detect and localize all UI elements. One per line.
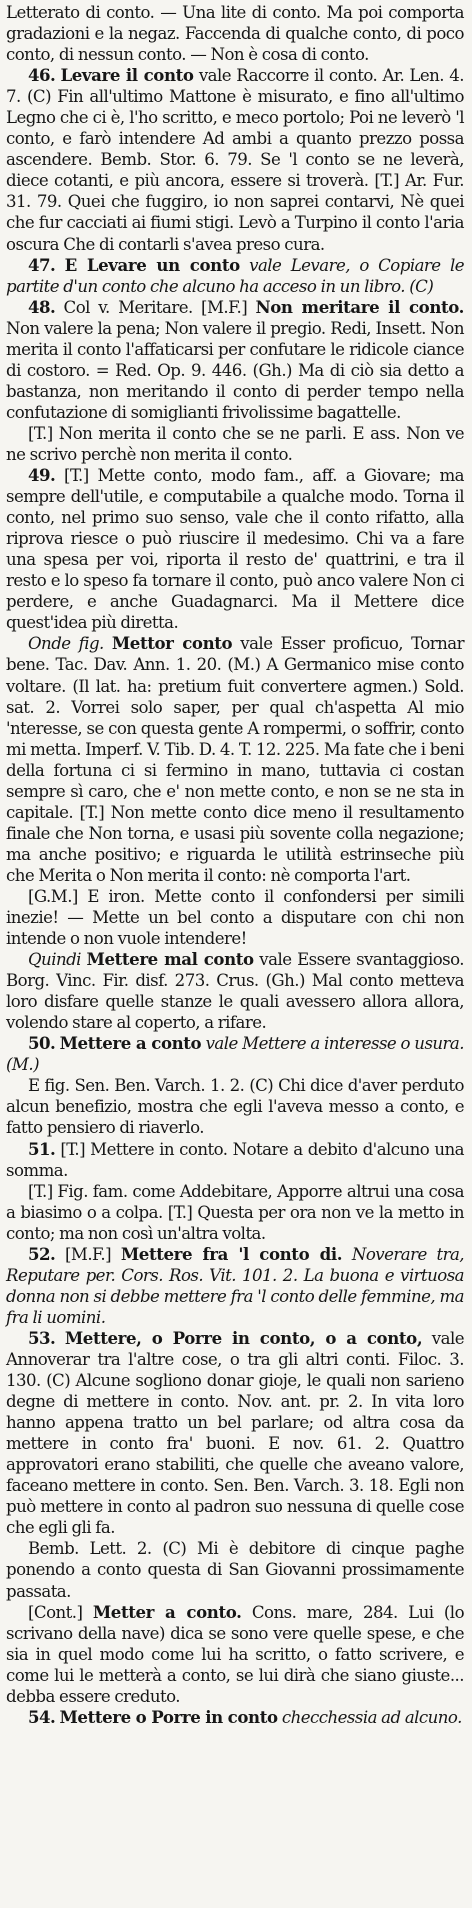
entry-paragraph [6,1139,464,1181]
entry-text: vale Esser proficuo, Tornar bene. Tac. Dav. Ann. 1. 20. (M.) A Germanico mise conto voltare. (Il lat. ha: pretium fuit convertere agmen.) Sold. sat. 2. Vorrei solo saper, per qual ch'aspetta Al mio 'nteresse, se con questa gente A rompermi, o soffrir, conto mi metta. Imperf. V. Tib. D. 4. T. 12. 225. Ma fate che i beni della fortuna ci si fermino in mano, tuttavia ci costan sempre sì caro, che e' non mette conto, e non se ne sta in capitale. [T.] Non mette conto dice meno il resultamento finale che Non torna, e usasi più sovente colla negazione; ma anche positivo; e riguarda le utilità estrinseche più che Merita o Non merita il conto: nè comporta l'art. [6,634,465,885]
section-number: 46. [28,65,56,86]
entry-text: vale Raccorre il conto. Ar. Len. 4. 7. (C) Fin all'ultimo Mattone è misurato, e fino all'ultimo Legno che ci è, l'ho scritto, e meco portolo; Poi ne leverò 'l conto, e farò intendere Ad ambi a quanto prezzo possa ascendere. Bemb. Stor. 6. 79. Se 'l conto se ne leverà, diece cotanti, e più ancora, essere si troverà. [T.] Ar. Fur. 31. 79. Quei che fuggiro, io non saprei contarvi, Nè quei che fur cacciati ai fiumi stigi. Levò a Turpino il conto l'aria oscura Che di contarli s'avea preso cura. [6,66,464,254]
entry-paragraph [6,1328,464,1538]
entry-paragraph [6,255,464,297]
entry-text: [T.] Fig. fam. come Addebitare, Apporre altrui una cosa a biasimo o a colpa. [T.] Questa per ora non ve la metto in conto; ma non così un'altra volta. [6,1181,464,1243]
section-number: 51. [28,1138,56,1159]
entry-keyword: Levare il conto [60,65,194,86]
entry-paragraph [6,2,464,65]
entry-paragraph [6,465,464,633]
entry-text: [T.] Mette conto, modo fam., aff. a Giovare; ma sempre dell'utile, e computabile a qualche modo. Torna il conto, nel primo suo senso, vale che il conto rifatto, alla riprova riesce o può riuscire il medesimo. Chi va a fare una spesa per voi, riporta il resto de' quattrini, e tra il resto e lo speso fa tornare il conto, può anco valere Non ci perdere, e anche Guadagnarci. Ma il Mettere dice quest'idea più diretta. [6,466,464,633]
section-number: 53. [28,1327,56,1348]
entry-keyword: Mettere a conto [59,1033,202,1054]
entry-keyword: E Levare un conto [64,254,240,275]
entry-keyword: Mettere, o Porre in conto, o a conto, [64,1327,423,1348]
entry-paragraph [6,1033,464,1075]
section-number: 48. [28,296,56,317]
entry-text: Noverare tra, Reputare per. Cors. Ros. Vit. 101. 2. La buona e virtuosa donna non si debbe mettere fra 'l conto delle femmine, ma fra li uomini. [6,1244,465,1327]
section-number: 47. [28,254,56,275]
entry-text: Bemb. Lett. 2. (C) Mi è debitore di cinque paghe ponendo a conto questa di San Giovanni prossimamente passata. [6,1539,464,1601]
entry-text: checchessia ad alcuno. [281,1707,462,1727]
entry-text: [G.M.] E iron. Mette conto il confondersi per simili inezie! — Mette un bel conto a disputare con chi non intende o non vuole intendere! [6,886,464,949]
entry-paragraph [6,423,464,465]
entry-keyword: Non meritare il conto. [255,296,464,317]
entry-paragraph [6,1075,464,1138]
section-number: 49. [28,465,56,486]
entry-text: vale Essere svantaggioso. Borg. Vinc. Fir. disf. 273. Crus. (Gh.) Mal conto metteva loro disfare quelle stanze le quali avessero allora allora, volendo stare al coperto, a rifare. [6,950,464,1033]
section-number: 52. [28,1243,56,1264]
entry-lead: [Cont.] [28,1602,83,1622]
entry-lead: Onde fig. [28,634,104,654]
entry-text: E fig. Sen. Ben. Varch. 1. 2. (C) Chi dice d'aver perduto alcun benefizio, mostra che egli l'aveva messo a conto, e fatto pensiero di riaverlo. [6,1076,464,1138]
entry-keyword: Mettor conto [111,633,233,654]
entry-paragraph [6,1707,464,1728]
entry-text: vale Levare, o Copiare le partite d'un conto che alcuno ha acceso in un libro. (C) [6,255,464,296]
entry-paragraph [6,949,464,1033]
entry-keyword: Mettere fra 'l conto di. [120,1243,343,1264]
entry-text: vale Mettere a interesse o usura. (M.) [6,1034,464,1075]
entry-paragraph [6,297,464,423]
entry-text: Letterato di conto. — Una lite di conto. Ma poi comporta gradazioni e la negaz. Faccenda di qualche conto, di poco conto, di nessun conto. — Non è cosa di conto. [6,3,464,65]
entry-lead: [M.F.] [64,1244,112,1264]
entry-paragraph [6,1244,464,1328]
entry-text: Non valere la pena; Non valere il pregio. Redi, Insett. Non merita il conto l'affaticarsi per confutare le ridicole ciance di costoro. = Red. Op. 9. 446. (Gh.) Ma di ciò sia detto a bastanza, non meritando il conto di perder tempo nella confutazione di somiglianti frivolissime bagattelle. [6,318,464,422]
entry-paragraph [6,65,464,254]
entry-text: [T.] Non merita il conto che se ne parli. E ass. Non ve ne scrivo perchè non merita il conto. [6,423,464,464]
entry-lead: Col v. Meritare. [M.F.] [63,297,248,317]
entry-text: vale Annoverar tra l'altre cose, o tra gli altri conti. Filoc. 3. 130. (C) Alcune sogliono donar gioje, le quali non sarieno degne di mettere in conto. Nov. ant. pr. 2. In vita loro hanno appena tratto un bel parlare; od altra cosa da mettere in conto fra' buoni. E nov. 61. 2. Quattro approvatori erano stabiliti, che quelle che aveano valore, faceano mettere in conto. Sen. Ben. Varch. 3. 18. Egli non può mettere in conto al padron suo nessuna di quelle cose che egli gli fa. [6,1328,464,1538]
entry-keyword: Metter a conto. [92,1601,242,1622]
entry-text: Cons. mare, 284. Lui (lo scrivano della nave) dica se sono vere quelle spese, e che sia in quel modo come lui ha scritto, o fatto scrivere, e come lui le metterà a conto, se lui dirà che siano giuste... debba essere creduto. [6,1602,465,1706]
entry-keyword: Mettere mal conto [86,949,254,970]
entry-paragraph [6,1602,464,1707]
section-number: 50. [28,1033,56,1054]
entry-paragraph [6,633,464,886]
entry-paragraph [6,886,464,949]
entry-lead: Quindi [28,950,81,970]
entry-paragraph [6,1538,464,1601]
section-number: 54. [28,1706,56,1727]
entry-paragraph [6,1181,464,1244]
entry-keyword: Mettere o Porre in conto [59,1706,278,1727]
entry-text: [T.] Mettere in conto. Notare a debito d'alcuno una somma. [6,1139,464,1180]
